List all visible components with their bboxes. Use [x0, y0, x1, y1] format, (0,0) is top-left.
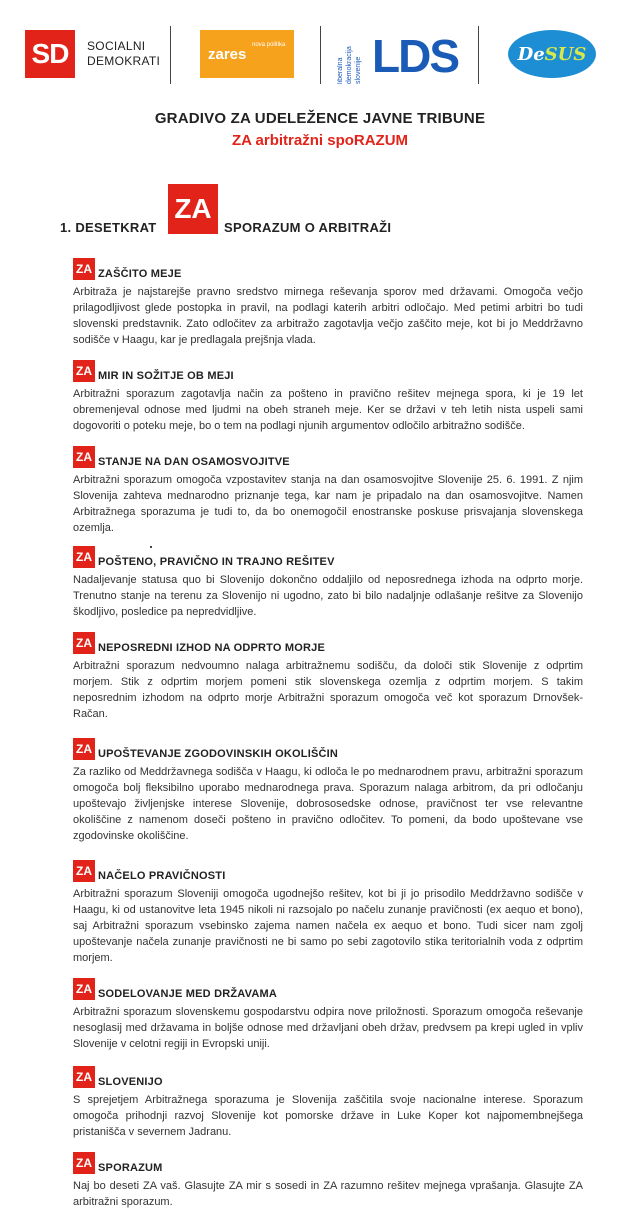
- sd-name: [87, 39, 160, 69]
- argument-text: Arbitražni sporazum slovenskemu gospodarstvu odpira nove priložnosti. Sporazum omogoča reševanje nesoglasij med državama in boljše odnose med državljani obeh držav, predvsem pa krepi ugled in vpliv Slovenije v celotni regiji in Evropski uniji.: [73, 1006, 583, 1050]
- argument-item: [73, 738, 583, 844]
- document-title: GRADIVO ZA UDELEŽENCE JAVNE TRIBUNE: [154, 110, 486, 127]
- za-badge: ZA: [73, 446, 95, 468]
- argument-item: [73, 360, 583, 434]
- argument-text: Arbitraža je najstarejše pravno sredstvo mirnega reševanja sporov med državami. Omogoča večjo prilagodljivost glede postopka in pravil, na podlagi katerih arbitri odločajo. Med petimi arbitri bo tudi slovenski predstavnik. Zato odločitev za arbitražo zagotavlja večjo zaščito meje, kot bi jo Meddržavno sodišče v Haagu, kar je predlagala prejšnja vlada.: [73, 286, 583, 346]
- argument-title: POŠTENO, PRAVIČNO IN TRAJNO REŠITEV: [98, 556, 335, 568]
- section-heading-prefix: 1. DESETKRAT: [60, 220, 157, 235]
- za-badge: ZA: [73, 978, 95, 1000]
- za-badge: ZA: [73, 860, 95, 882]
- za-badge: ZA: [73, 546, 95, 568]
- lds-vertical-text: liberalna demokracija slovenije: [337, 46, 362, 84]
- argument-text: Za razliko od Meddržavnega sodišča v Haagu, ki odloča le po mednarodnem pravu, arbitražni sporazum omogoča bolj fleksibilno uporabo mednarodnega prava. Sporazum nalaga arbitrom, da pri odločanju upoštevajo življenjske interese Slovenije, dobrososedske odnose, pravičnost ter vse relevantne okoliščine z namenom doseči pošteno in pravično odločitev. To pomeni, da bodo upoštevane vse zgodovinske okoliščine.: [73, 766, 583, 842]
- argument-title: NAČELO PRAVIČNOSTI: [98, 870, 226, 882]
- za-badge: ZA: [73, 258, 95, 280]
- argument-title: SLOVENIJO: [98, 1076, 163, 1088]
- za-badge: ZA: [73, 632, 95, 654]
- logo-divider: [478, 26, 479, 84]
- section-heading-suffix: SPORAZUM O ARBITRAŽI: [224, 220, 392, 235]
- zares-tagline: nova politika: [252, 42, 286, 48]
- section-heading: [60, 184, 620, 240]
- argument-item: [73, 258, 583, 348]
- argument-text: Nadaljevanje statusa quo bi Slovenijo dokončno oddaljilo od neposrednega izhoda na odprto morje. Trenutno stanje na terenu za Slovenijo ni ugodno, zato bi bilo nadaljnje odlašanje rešitve za Slovenijo škodljivo, posledice pa nepredvidljive.: [73, 574, 583, 618]
- za-badge: ZA: [73, 360, 95, 382]
- desus-logo: [508, 30, 596, 78]
- argument-title: UPOŠTEVANJE ZGODOVINSKIH OKOLIŠČIN: [98, 748, 339, 760]
- desus-logo-part1: De: [517, 43, 545, 65]
- argument-text: Arbitražni sporazum nedvoumno nalaga arbitražnemu sodišču, da določi stik Slovenije z odprtim morjem. Stik z odprtim morjem pomeni stik slovenskega ozemlja z odprtim morjem. S takim neposrednim izhodom na odprto morje Arbitražni sporazum omogoča več kot sporazum Drnovšek-Račan.: [73, 660, 583, 720]
- party-logos: [0, 20, 640, 90]
- zares-logo: [200, 30, 294, 78]
- argument-title: SODELOVANJE MED DRŽAVAMA: [98, 988, 277, 1000]
- argument-text: Naj bo deseti ZA vaš. Glasujte ZA mir s sosedi in ZA razumno rešitev mejnega vprašanja. Glasujte ZA arbitražni sporazum.: [73, 1180, 583, 1208]
- argument-item: [73, 860, 583, 966]
- argument-text: Arbitražni sporazum Sloveniji omogoča ugodnejšo rešitev, kot bi ji jo prisodilo Meddržavno sodišče v Haagu, ki od ustanovitve leta 1945 nikoli ni razsojalo po načelu zunanje pravičnosti (ex aequo et bono), saj Arbitražni sporazum vsebinsko zajema namen načela ex aequo et bono. Tudi sicer nam zgolj upoštevanje načela zunanje pravičnosti ne bi samo po sebi zagotovilo stika teritorialnih voda z odprtim morjem.: [73, 888, 583, 964]
- desus-logo-part2: SUS: [544, 43, 587, 65]
- logo-divider: [170, 26, 171, 84]
- argument-item: [73, 1066, 583, 1140]
- argument-title: MIR IN SOŽITJE OB MEJI: [98, 370, 234, 382]
- za-badge: ZA: [73, 1066, 95, 1088]
- za-badge-large: ZA: [168, 184, 218, 234]
- sd-logo: SD: [25, 30, 75, 78]
- argument-text: S sprejetjem Arbitražnega sporazuma je Slovenija zaščitila svoje nacionalne interese. Sporazum omogoča prihodnji razvoj Slovenije kot pomorske države in Luke Koper kot najpomembnejšega pristanišča v severnem Jadranu.: [73, 1094, 583, 1138]
- argument-title: NEPOSREDNI IZHOD NA ODPRTO MORJE: [98, 642, 326, 654]
- argument-title: ZAŠČITO MEJE: [98, 268, 182, 280]
- argument-item: [73, 632, 583, 722]
- za-badge: ZA: [73, 1152, 95, 1174]
- argument-text: Arbitražni sporazum zagotavlja način za pošteno in pravično rešitev mejnega spora, ki je 19 let obremenjeval odnose med ljudmi na obeh straneh meje. Ker se državi v teh letih nista uspeli sami dogovoriti o poteku meje, bo o tem na podlagi njunih argumentov odločilo arbitražno sodišče.: [73, 388, 583, 432]
- argument-title: STANJE NA DAN OSAMOSVOJITVE: [98, 456, 290, 468]
- sd-name-line1: SOCIALNI: [87, 39, 146, 53]
- lds-logo: LDS: [372, 30, 458, 82]
- argument-item: [73, 978, 583, 1052]
- document-subtitle: ZA arbitražni spoRAZUM: [231, 132, 409, 149]
- za-badge: ZA: [73, 738, 95, 760]
- argument-title: SPORAZUM: [98, 1162, 163, 1174]
- argument-item: [73, 446, 583, 536]
- argument-item: [73, 546, 583, 620]
- logo-divider: [320, 26, 321, 84]
- sd-name-line2: DEMOKRATI: [87, 54, 161, 68]
- argument-text: Arbitražni sporazum omogoča vzpostavitev stanja na dan osamosvojitve Slovenije 25. 6. 1991. Z njim Slovenija zahteva mednarodno priznanje tega, kar nam je pripadalo na dan osamosvojitve. Namen Arbitražnega sporazuma je tudi to, da bo onemogočil enostranske poskuse prisvajanja slovenskega ozemlja.: [73, 474, 583, 534]
- argument-item: [73, 1152, 583, 1210]
- zares-wordmark: zares: [208, 46, 247, 63]
